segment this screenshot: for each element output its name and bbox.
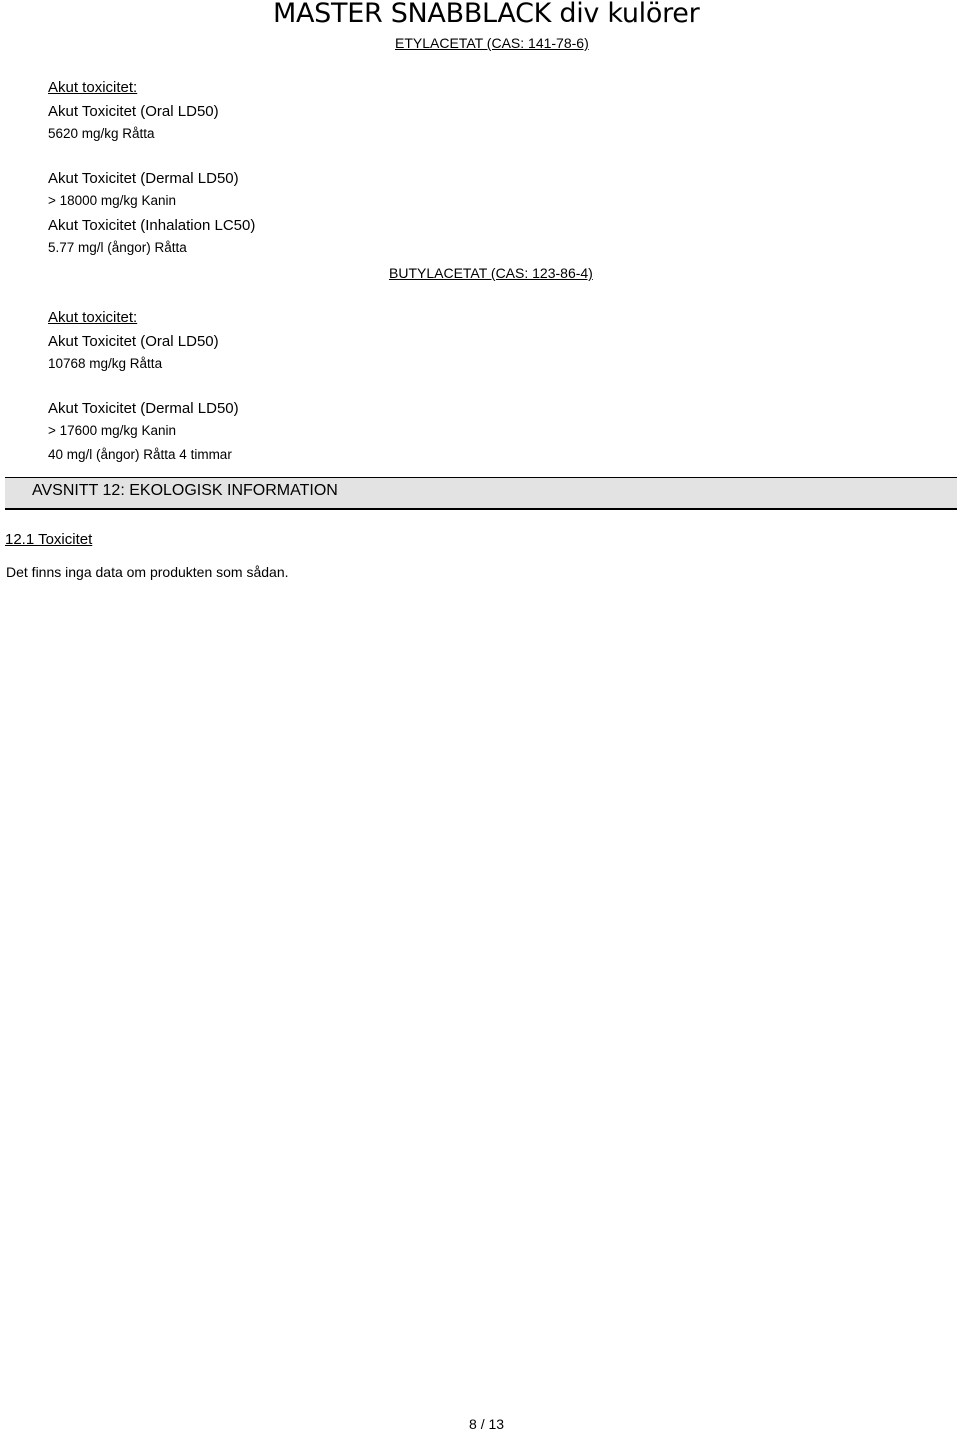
subsection-title: 12.1 Toxicitet: [5, 531, 93, 548]
inhalation-value: 40 mg/l (ångor) Råtta 4 timmar: [48, 447, 232, 462]
subsection-text: Det finns inga data om produkten som sådan.: [6, 564, 289, 580]
section-title: AVSNITT 12: EKOLOGISK INFORMATION: [32, 482, 338, 499]
page-current: 8: [469, 1416, 477, 1432]
substance-name: ETYLACETAT (CAS: 141-78-6): [395, 35, 589, 51]
acute-toxicity-heading: Akut toxicitet:: [48, 79, 138, 96]
oral-ld50-label: Akut Toxicitet (Oral LD50): [48, 103, 219, 120]
section-header-bar: [5, 477, 957, 510]
oral-ld50-value: 5620 mg/kg Råtta: [48, 126, 155, 141]
document-title: MASTER SNABBLACK div kulörer: [273, 0, 700, 29]
inhalation-lc50-value: 5.77 mg/l (ångor) Råtta: [48, 240, 187, 255]
substance-name: BUTYLACETAT (CAS: 123-86-4): [389, 265, 593, 281]
inhalation-lc50-label: Akut Toxicitet (Inhalation LC50): [48, 217, 256, 234]
page-separator: /: [480, 1416, 485, 1432]
oral-ld50-label: Akut Toxicitet (Oral LD50): [48, 333, 219, 350]
section-divider: [5, 477, 957, 478]
oral-ld50-value: 10768 mg/kg Råtta: [48, 356, 163, 371]
dermal-ld50-label: Akut Toxicitet (Dermal LD50): [48, 400, 239, 417]
acute-toxicity-heading: Akut toxicitet:: [48, 309, 138, 326]
page-number: [469, 1416, 504, 1432]
dermal-ld50-value: > 18000 mg/kg Kanin: [48, 193, 176, 208]
dermal-ld50-value: > 17600 mg/kg Kanin: [48, 423, 176, 438]
page-total: 13: [488, 1416, 505, 1432]
dermal-ld50-label: Akut Toxicitet (Dermal LD50): [48, 170, 239, 187]
